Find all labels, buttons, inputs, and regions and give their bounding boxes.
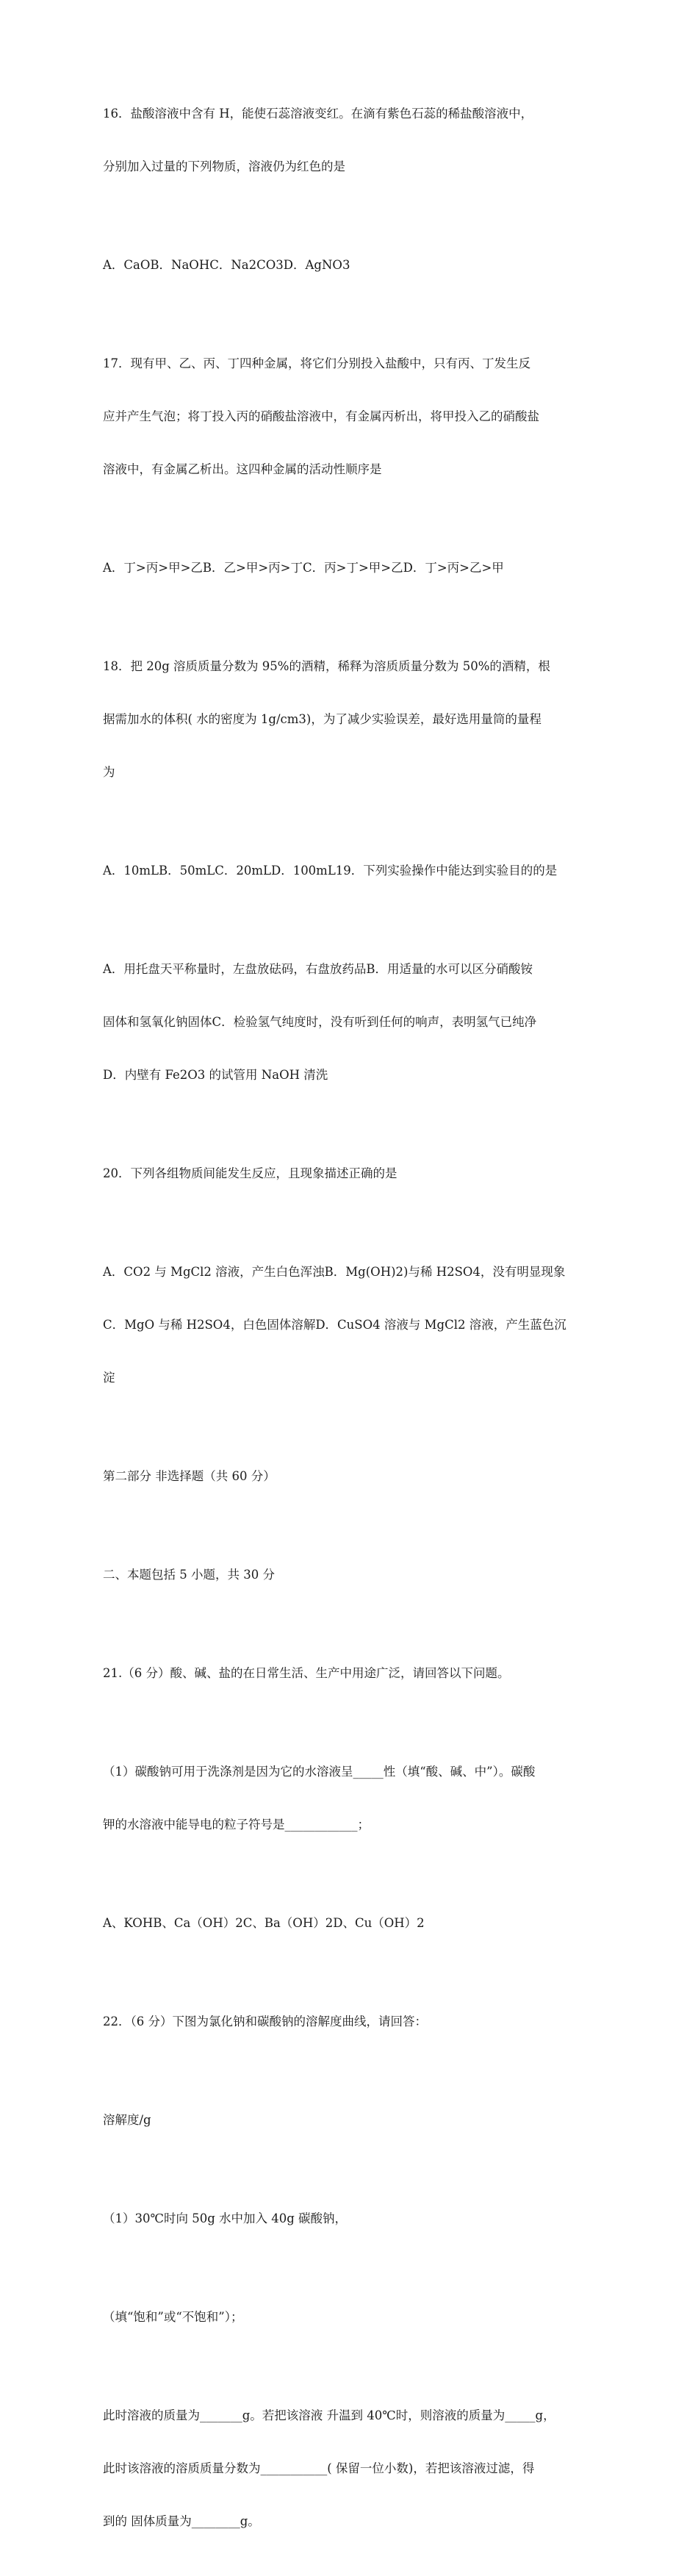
section-heading-part-two bbox=[103, 1432, 602, 1521]
text-line: 第二部分 非选择题（共 60 分） bbox=[103, 1469, 276, 1483]
text-line: （1）30℃时向 50g 水中加入 40g 碳酸钠， bbox=[103, 2211, 348, 2225]
text-line: 16．盐酸溶液中含有 H，能使石蕊溶液变红。在滴有紫色石蕊的稀盐酸溶液中， bbox=[103, 107, 533, 121]
text-line: 21.（6 分）酸、碱、盐的在日常生活、生产中用途广泛，请回答以下问题。 bbox=[103, 1666, 510, 1680]
section-heading-subsection bbox=[103, 1531, 602, 1619]
paragraph-q18-options bbox=[103, 827, 602, 915]
text-line: 20．下列各组物质间能发生反应，且现象描述正确的是 bbox=[103, 1166, 397, 1180]
paragraph-solubility-label bbox=[103, 2076, 602, 2164]
text-line: 为 bbox=[103, 765, 115, 779]
text-line: 此时该溶液的溶质质量分数为___________( 保留一位小数)，若把该溶液过滤，得 bbox=[103, 2461, 535, 2475]
text-line: 应并产生气泡；将丁投入丙的硝酸盐溶液中，有金属丙析出，将甲投入乙的硝酸盐 bbox=[103, 409, 539, 423]
paragraph-q18 bbox=[103, 623, 602, 817]
paragraph-q22-part1 bbox=[103, 2175, 602, 2263]
text-line: 17．现有甲、乙、丙、丁四种金属，将它们分别投入盐酸中，只有丙、丁发生反 bbox=[103, 356, 530, 370]
paragraph-q16 bbox=[103, 70, 602, 211]
text-line: 到的 固体质量为________g。 bbox=[103, 2514, 260, 2528]
text-line: C．MgO 与稀 H2SO4，白色固体溶解D．CuSO4 溶液与 MgCl2 溶液，产生蓝色沉 bbox=[103, 1318, 566, 1332]
text-line: A．CaOB．NaOHC．Na2CO3D．AgNO3 bbox=[103, 258, 350, 272]
text-line: （1）碳酸钠可用于洗涤剂是因为它的水溶液呈_____性（填“酸、碱、中”）。碳酸 bbox=[103, 1765, 536, 1779]
paragraph-q21-options bbox=[103, 1879, 602, 1967]
text-line: 溶液中，有金属乙析出。这四种金属的活动性顺序是 bbox=[103, 462, 382, 476]
paragraph-q17 bbox=[103, 320, 602, 514]
text-line: A．10mLB．50mLC．20mLD．100mL19．下列实验操作中能达到实验目的的是 bbox=[103, 864, 558, 878]
text-line: A．CO2 与 MgCl2 溶液，产生白色浑浊B．Mg(OH)2)与稀 H2SO4，没有明显现象 bbox=[103, 1265, 566, 1279]
text-line: 分别加入过量的下列物质，溶液仍为红色的是 bbox=[103, 159, 345, 173]
text-line: 淀 bbox=[103, 1371, 115, 1385]
text-line: 钾的水溶液中能导电的粒子符号是____________； bbox=[103, 1818, 370, 1831]
paragraph-q16-options bbox=[103, 221, 602, 309]
text-line: 二、本题包括 5 小题，共 30 分 bbox=[103, 1568, 275, 1582]
paragraph-q19-options bbox=[103, 925, 602, 1119]
text-line: D．内壁有 Fe2O3 的试管用 NaOH 清洗 bbox=[103, 1068, 328, 1082]
paragraph-q22-fill-hint bbox=[103, 2273, 602, 2361]
text-line: A．用托盘天平称量时，左盘放砝码，右盘放药品B．用适量的水可以区分硝酸铵 bbox=[103, 962, 533, 976]
text-line: A．丁>丙>甲>乙B．乙>甲>丙>丁C．丙>丁>甲>乙D．丁>丙>乙>甲 bbox=[103, 561, 504, 575]
text-line: A、KOHB、Ca（OH）2C、Ba（OH）2D、Cu（OH）2 bbox=[103, 1916, 425, 1930]
text-line: 固体和氢氧化钠固体C．检验氢气纯度时，没有听到任何的响声，表明氢气已纯净 bbox=[103, 1015, 537, 1029]
text-line: 18．把 20g 溶质质量分数为 95%的酒精，稀释为溶质质量分数为 50%的酒精，根 bbox=[103, 659, 550, 673]
text-line: 溶解度/g bbox=[103, 2113, 151, 2127]
paragraph-q22-part1-cont bbox=[103, 2372, 602, 2566]
paragraph-q20 bbox=[103, 1130, 602, 1218]
text-line: （填“饱和”或“不饱和”）； bbox=[103, 2310, 243, 2324]
paragraph-q21 bbox=[103, 1629, 602, 1718]
text-line: 据需加水的体积( 水的密度为 1g/cm3)，为了减少实验误差，最好选用量筒的量程 bbox=[103, 712, 542, 726]
text-line: 22．（6 分）下图为氯化钠和碳酸钠的溶解度曲线，请回答： bbox=[103, 2014, 427, 2028]
paragraph-q22 bbox=[103, 1978, 602, 2066]
document-page bbox=[103, 70, 602, 2576]
text-line: 此时溶液的质量为_______g。若把该溶液 升温到 40℃时，则溶液的质量为_____g， bbox=[103, 2408, 555, 2422]
paragraph-q20-options bbox=[103, 1228, 602, 1422]
paragraph-q21-part1 bbox=[103, 1728, 602, 1869]
paragraph-q17-options bbox=[103, 524, 602, 612]
